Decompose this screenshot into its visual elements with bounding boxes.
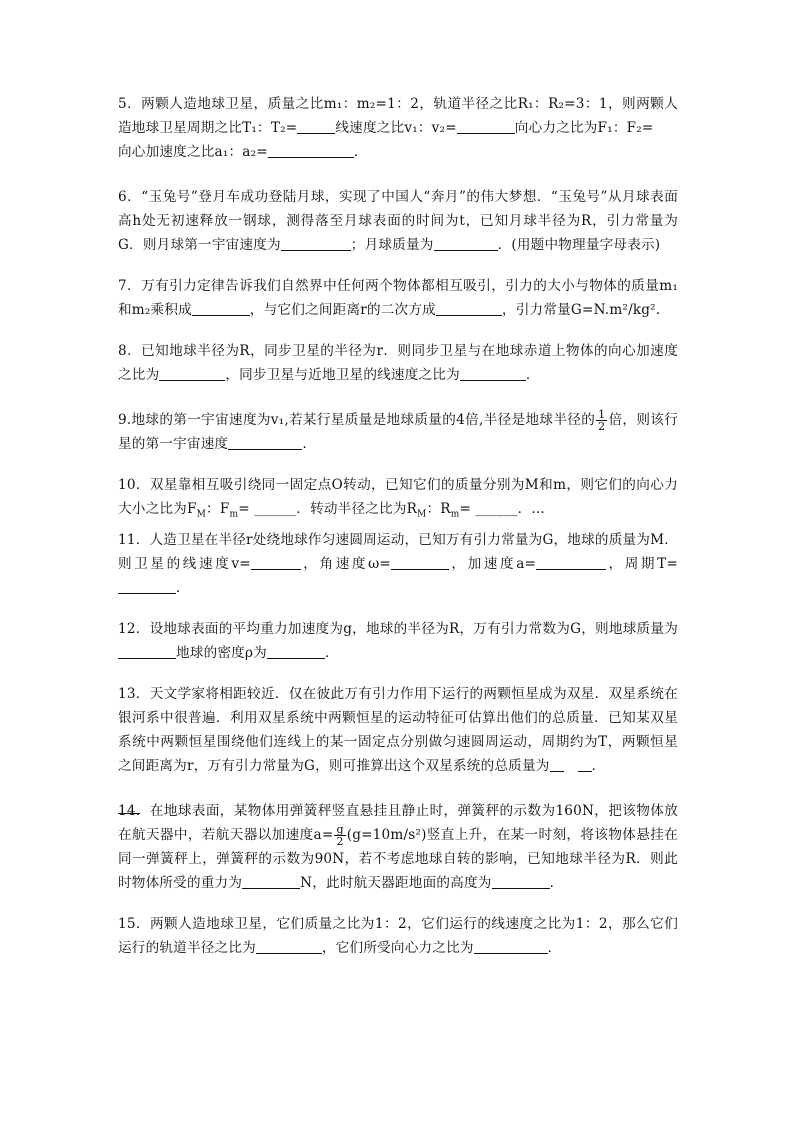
question-8: 8．已知地球半径为R，同步卫星的半径为r．则同步卫星与在地球赤道上物体的向心加速度之比为 ，同步卫星与近地卫星的线速度之比为 ． — [118, 343, 678, 383]
answer-blank[interactable] — [228, 435, 302, 450]
question-6: 6．“玉兔号”登月车成功登陆月球，实现了中国人“奔月”的伟大梦想．“玉兔号”从月球表面高h处无初速释放一钢球，测得落至月球表面的时间为t，已知月球半径为R，引力常量为G．则月球第一宇宙速度为 ；月球质量为 ．(用题中物理量字母表示) — [118, 189, 678, 253]
answer-blank[interactable] — [242, 874, 300, 889]
answer-blank[interactable] — [118, 579, 176, 594]
answer-blank[interactable] — [434, 236, 498, 251]
answer-blank[interactable] — [268, 143, 354, 158]
answer-blank[interactable] — [251, 555, 301, 570]
answer-blank[interactable] — [550, 754, 592, 778]
question-14: 14．在地球表面，某物体用弹簧秤竖直悬挂且静止时，弹簧秤的示数为160N，把该物体放在航天器中，若航天器以加速度a= $\frac{g}{2}$ (g=10m/s²)竖直上升，在某一时刻，将该物体悬挂在同一弹簧秤上，弹簧秤的示数为90N，若不考虑地球自转的影响，已知地球半径为R．则此时物体所受的重力为 N，此时航天器距地面的高度为 ． — [118, 802, 678, 891]
question-9: 9.地球的第一宇宙速度为v₁,若某行星质量是地球质量的4倍,半径是地球半径的 $\frac{1}{2}$ 倍，则该行星的第一宇宙速度 . — [118, 408, 678, 452]
fraction-one-half: $\frac{1}{2}$ — [598, 408, 606, 433]
answer-blank[interactable] — [267, 644, 325, 659]
question-12: 12．设地球表面的平均重力加速度为g，地球的半径为R，万有引力常数为G，则地球质量为地球的密度ρ为 ． — [118, 620, 678, 661]
question-10: 10．双星靠相互吸引绕同一固定点O转动，已知它们的质量分别为M和m，则它们的向心力大小之比为$F_M$：$F_m=$ ______．转动半径之比为$R_M$：$R_m=$ ______．... — [118, 477, 678, 520]
question-13: 13．天文学家将相距较近．仅在彼此万有引力作用下运行的两颗恒星成为双星．双星系统在银河系中很普遍．利用双星系统中两颗恒星的运动特征可估算出他们的总质量．已知某双星系统中两颗恒星围绕他们连线上的某一固定点分别做匀速圆周运动，周期约为T，两颗恒星之间距离为r，万有引力常量为G，则可推算出这个双星系统的总质量为 ． — [118, 682, 678, 778]
fraction-g-over-2: $\frac{g}{2}$ — [336, 822, 344, 848]
overline-mark — [118, 813, 140, 814]
worksheet-page — [118, 92, 678, 960]
question-11: 11．人造卫星在半径r处绕地球作匀速圆周运动，已知万有引力常量为G，地球的质量为M．则卫星的线速度v= ，角速度ω= ，加速度a= ，周期T=． — [118, 531, 678, 596]
question-15: 15．两颗人造地球卫星，它们质量之比为1：2，它们运行的线速度之比为1：2，那么它们运行的轨道半径之比为 ，它们所受向心力之比为 ． — [118, 915, 678, 956]
answer-blank[interactable] — [281, 236, 351, 251]
answer-blank[interactable] — [492, 874, 550, 889]
answer-blank[interactable] — [436, 301, 502, 316]
answer-blank[interactable] — [457, 119, 515, 134]
answer-blank[interactable] — [297, 119, 335, 134]
answer-blank[interactable] — [192, 301, 250, 316]
question-5: 5．两颗人造地球卫星，质量之比m₁：m₂=1：2，轨道半径之比R₁：R₂=3：1，则两颗人造地球卫星周期之比T₁：T₂= 线速度之比v₁：v₂= 向心力之比为F₁：F₂= 向心加速度之比a₁：a₂= ． — [118, 96, 678, 160]
answer-blank[interactable] — [391, 555, 449, 570]
answer-blank[interactable] — [460, 366, 526, 381]
answer-blank[interactable] — [118, 644, 176, 659]
answer-blank[interactable] — [474, 939, 548, 954]
question-7: 7．万有引力定律告诉我们自然界中任何两个物体都相互吸引，引力的大小与物体的质量m₁和m₂乘积成 ，与它们之间距离r的二次方成 ，引力常量G=N.m²/kg². — [118, 278, 678, 318]
answer-blank[interactable] — [256, 939, 322, 954]
answer-blank[interactable] — [536, 555, 606, 570]
answer-blank[interactable] — [159, 366, 225, 381]
